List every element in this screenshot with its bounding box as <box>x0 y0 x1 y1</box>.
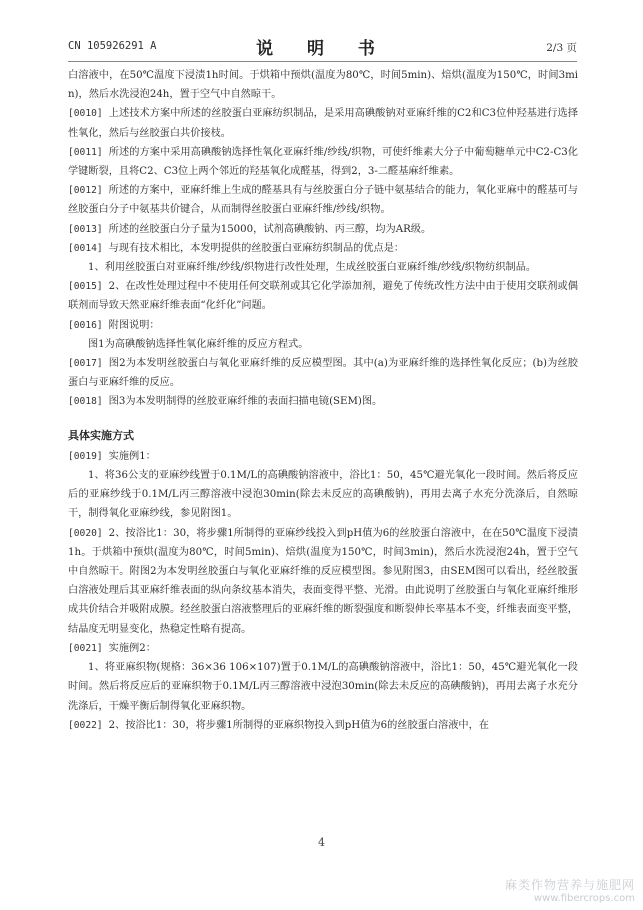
paragraph-0010: [0010] 上述技术方案中所述的丝胶蛋白亚麻纺织制品，是采用高碘酸钠对亚麻纤维的C2和C3位仲羟基进行选择性氧化，然后与丝胶蛋白共价接枝。 <box>68 108 578 139</box>
paragraph-number: [0016] <box>68 319 103 331</box>
paragraph-0021-step: 1、将亚麻织物(规格：36×36 106×107)置于0.1M/L的高碘酸钠溶液中，浴比1：50，45℃避光氧化一段时间。然后将反应后的亚麻织物于0.1M/L丙三醇溶液中浸泡30min(除去未反应的高碘酸钠)，再用去离子水充分洗涤后，干燥平衡后制得氧化亚麻织物。 <box>68 662 578 712</box>
paragraph-number: [0015] <box>68 281 103 293</box>
paragraph-0016: [0016] 附图说明： <box>68 319 160 331</box>
paragraph-0013: [0013] 所述的丝胶蛋白分子量为15000，试剂高碘酸钠、丙三醇，均为AR级。 <box>68 223 432 235</box>
paragraph-number: [0019] <box>68 450 103 462</box>
page-indicator: 2/3 页 <box>546 42 577 54</box>
paragraph-number: [0018] <box>68 396 103 408</box>
page-number: 4 <box>318 836 325 849</box>
paragraph-0020: [0020] 2、按浴比1：30，将步骤1所制得的亚麻纱线投入到pH值为6的丝胶蛋白溶液中，在在50℃温度下浸渍1h。于烘箱中预烘(温度为80℃，时间5min)、焙烘(温度为150℃，时间3min)，然后水洗浸泡24h，置于空气中自然晾干。附图2为本发明丝胶蛋白与氧化亚麻纤维的反应模型图。参见附图3，由SEM图可以看出，经丝胶蛋白溶液处理后其亚麻纤维表面的纵向条纹基本消失，表面变得平整、光滑。由此说明了丝胶蛋白与氧化亚麻纤维形成共价结合并吸附成膜。经丝胶蛋白溶液整理后的亚麻纤维的断裂强度和断裂伸长率基本不变，纤维表面变平整，结晶度无明显变化，热稳定性略有提高。 <box>68 527 578 635</box>
paragraph-0014: [0014] 与现有技术相比，本发明提供的丝胶蛋白亚麻纺织制品的优点是： <box>68 242 405 254</box>
watermark-url: www.fibercrops.com <box>533 893 635 904</box>
page-header <box>68 34 577 60</box>
paragraph-number: [0022] <box>68 719 103 731</box>
paragraph-0011: [0011] 所述的方案中采用高碘酸钠选择性氧化亚麻纤维/纱线/织物，可使纤维素大分子中葡萄糖单元中C2-C3化学键断裂，且将C2、C3位上两个邻近的羟基氧化成醛基，得到2，3-二醛基麻纤维素。 <box>68 146 578 178</box>
paragraph-0019-step: 1、将36公支的亚麻纱线置于0.1M/L的高碘酸钠溶液中，浴比1：50，45℃避光氧化一段时间。然后将反应后的亚麻纱线于0.1M/L丙三醇溶液中浸泡30min(除去未反应的高碘酸钠)，再用去离子水充分洗涤后，自然晾干，制得氧化亚麻纱线，参见附图1。 <box>68 470 578 520</box>
document-title: 说 明 书 <box>256 39 389 59</box>
paragraph-number: [0010] <box>68 108 103 120</box>
paragraph-0016-figure-1: 图1为高碘酸钠选择性氧化麻纤维的反应方程式。 <box>88 338 309 350</box>
watermark-title: 麻类作物营养与施肥网 <box>504 878 635 892</box>
paragraph-number: [0020] <box>68 527 103 539</box>
header-divider <box>68 61 577 62</box>
paragraph-number: [0011] <box>68 146 103 158</box>
paragraph-0017: [0017] 图2为本发明丝胶蛋白与氧化亚麻纤维的反应模型图。其中(a)为亚麻纤维的选择性氧化反应；(b)为丝胶蛋白与亚麻纤维的反应。 <box>68 358 578 389</box>
paragraph-number: [0013] <box>68 223 103 235</box>
paragraph-0012: [0012] 所述的方案中，亚麻纤维上生成的醛基具有与丝胶蛋白分子链中氨基结合的能力，氧化亚麻中的醛基可与丝胶蛋白分子中氨基共价键合，从而制得丝胶蛋白亚麻纤维/纱线/织物。 <box>68 185 578 216</box>
paragraph-0018: [0018] 图3为本发明制得的丝胶亚麻纤维的表面扫描电镜(SEM)图。 <box>68 396 383 408</box>
watermark <box>505 876 635 904</box>
paragraph-continued: 白溶液中，在50℃温度下浸渍1h时间。于烘箱中预烘(温度为80℃，时间5min)、焙烘(温度为150℃，时间3min)，然后水洗浸泡24h，置于空气中自然晾干。 <box>68 70 578 101</box>
paragraph-number: [0014] <box>68 242 103 254</box>
section-heading: 具体实施方式 <box>68 428 134 442</box>
document-number: CN 105926291 A <box>68 40 157 52</box>
document-body <box>68 66 578 735</box>
paragraph-0015: [0015] 2、在改性处理过程中不使用任何交联剂或其它化学添加剂，避免了传统改性方法中由于使用交联剂或偶联剂而导致天然亚麻纤维表面“化纤化”问题。 <box>68 281 578 312</box>
paragraph-number: [0012] <box>68 185 103 197</box>
paragraph-0019: [0019] 实施例1： <box>68 450 156 462</box>
paragraph-number: [0017] <box>68 358 103 370</box>
paragraph-number: [0021] <box>68 642 103 654</box>
paragraph-0021: [0021] 实施例2： <box>68 642 156 654</box>
paragraph-0022: [0022] 2、按浴比1：30，将步骤1所制得的亚麻织物投入到pH值为6的丝胶蛋白溶液中，在 <box>68 719 489 731</box>
paragraph-0014-item: 1、利用丝胶蛋白对亚麻纤维/纱线/织物进行改性处理，生成丝胶蛋白亚麻纤维/纱线/织物纺织制品。 <box>88 262 537 274</box>
